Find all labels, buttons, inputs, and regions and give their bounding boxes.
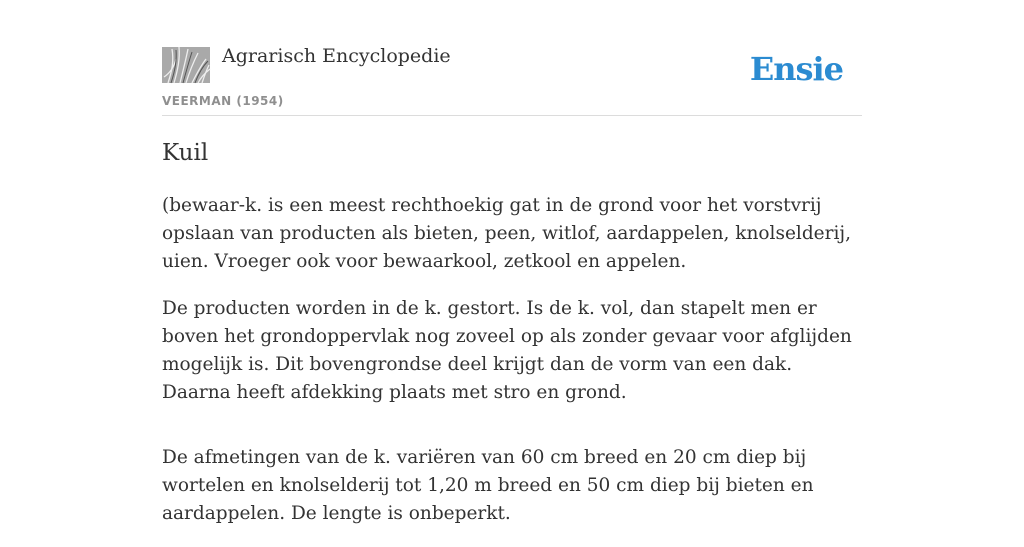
source-title[interactable]: Agrarisch Encyclopedie bbox=[222, 45, 451, 67]
entry-header bbox=[162, 0, 862, 116]
entry-title: Kuil bbox=[162, 140, 209, 166]
content-container bbox=[162, 0, 862, 524]
entry-paragraph: De afmetingen van de k. variëren van 60 cm breed en 20 cm diep bij wortelen en knolselderij tot 1,20 m breed en 50 cm diep bij bieten en aardappelen. De lengte is onbeperkt. bbox=[162, 447, 814, 524]
entry-paragraph: De producten worden in de k. gestort. Is de k. vol, dan stapelt men er boven het grondoppervlak nog zoveel op als zonder gevaar voor afglijden mogelijk is. Dit bovengrondse deel krijgt dan de vorm van een dak. Daarna heeft afdekking plaats met stro en grond. bbox=[162, 298, 852, 403]
source-author: VEERMAN (1954) bbox=[162, 94, 284, 108]
entry-body bbox=[162, 192, 862, 547]
wheat-engraving-icon bbox=[162, 47, 210, 83]
entry-paragraph: (bewaar-k. is een meest rechthoekig gat in de grond voor het vorstvrij opslaan van producten als bieten, peen, witlof, aardappelen, knolselderij, uien. Vroeger ook voor bewaarkool, zetkool en appelen. bbox=[162, 195, 851, 272]
brand-logo-link[interactable]: Ensie bbox=[749, 50, 843, 88]
